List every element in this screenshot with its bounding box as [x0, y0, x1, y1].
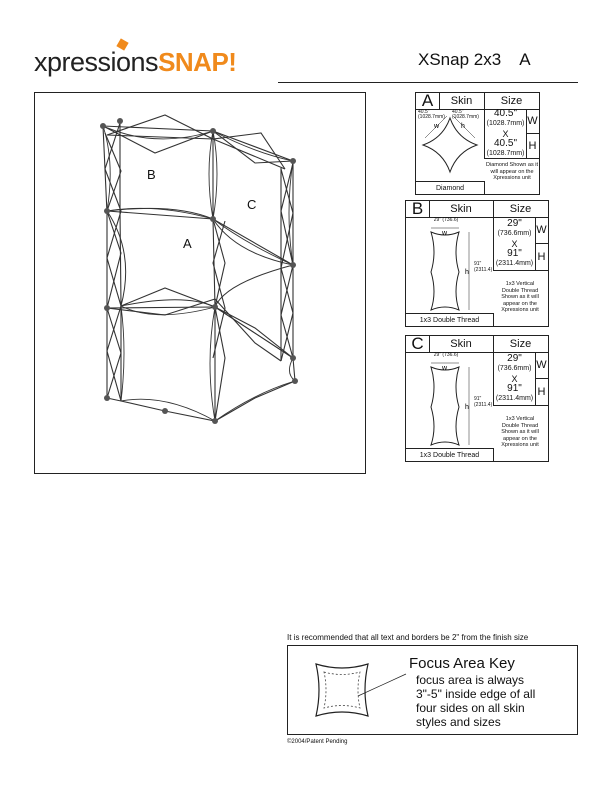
panel-a-caption: Diamond — [416, 181, 485, 194]
panel-c — [405, 335, 549, 462]
focus-line-1: focus area is always — [416, 673, 525, 687]
panel-b-note: 1x3 Vertical Double Thread Shown as it will appear on the Xpressions unit — [501, 281, 539, 313]
panel-c-note: 1x3 Vertical Double Thread Shown as it will appear on the Xpressions unit — [501, 416, 539, 448]
brand-logo — [34, 47, 236, 78]
focus-area-key-description — [416, 673, 535, 729]
panel-c-size-values — [493, 352, 536, 406]
model-name: XSnap 2x3 — [418, 50, 502, 69]
panel-b-sketch-h-dim: 91" (2311.4) — [474, 261, 493, 273]
panel-a-size-header: Size — [484, 93, 539, 110]
panel-c-sketch-w-dim: 29" (736.6) — [433, 352, 459, 358]
diagram-label-a: A — [183, 236, 192, 251]
panel-b-letter: B — [406, 201, 430, 218]
panel-c-height-mm: (2311.4mm) — [495, 394, 534, 402]
panel-c-x: X — [511, 373, 518, 384]
focus-area-sketch — [288, 646, 408, 732]
panel-b-skin-header: Skin — [429, 201, 494, 218]
model-letter: A — [519, 50, 531, 69]
diagram-label-b: B — [147, 167, 156, 182]
panel-b-width-mm: (736.6mm) — [497, 229, 532, 237]
panel-b — [405, 200, 549, 327]
panel-b-w-label: W — [535, 217, 548, 244]
panel-b-caption: 1x3 Double Thread — [406, 313, 494, 326]
panel-b-sketch-w: w — [442, 230, 448, 237]
panel-a-letter: A — [416, 93, 440, 110]
focus-line-2: 3"-5" inside edge of all — [416, 687, 536, 701]
panel-c-letter: C — [406, 336, 430, 353]
panel-a-sketch-w: w — [434, 123, 440, 130]
frame-diagram-box — [34, 92, 366, 474]
panel-a-size-values — [484, 109, 527, 159]
panel-b-sketch-w-dim: 29" (736.6) — [433, 217, 459, 223]
panel-c-size-header: Size — [493, 336, 548, 353]
panel-b-height-mm: (2311.4mm) — [495, 259, 534, 267]
panel-a-width-value: 40.5" — [493, 107, 517, 119]
panel-a-sketch-h: h — [461, 123, 465, 130]
panel-b-size-values — [493, 217, 536, 271]
panel-b-width-value: 29" — [507, 217, 522, 229]
panel-c-skin-header: Skin — [429, 336, 494, 353]
model-title — [418, 50, 531, 70]
panel-b-sketch-h: h — [465, 269, 469, 276]
panel-a-sketch — [417, 110, 483, 180]
panel-a-height-value: 40.5" — [493, 137, 517, 149]
panel-c-width-mm: (736.6mm) — [497, 364, 532, 372]
recommendation-text: It is recommended that all text and borders be 2" from the finish size — [287, 633, 529, 642]
header-divider — [278, 82, 578, 83]
panel-c-h-label: H — [535, 378, 548, 406]
panel-a-sketch-h-dim: 40.5" (1028.7mm) — [452, 109, 479, 120]
panel-c-sketch-w: w — [442, 365, 448, 372]
panel-a-height-mm: (1028.7mm) — [486, 149, 525, 157]
panel-c-height-value: 91" — [507, 382, 522, 394]
panel-b-size-header: Size — [493, 201, 548, 218]
panel-c-width-value: 29" — [507, 352, 522, 364]
diagram-label-c: C — [247, 197, 257, 212]
panel-b-x: X — [511, 238, 518, 249]
panel-a-sketch-w-dim: 40.5" (1028.7mm) — [418, 109, 445, 120]
panel-b-h-label: H — [535, 243, 548, 271]
logo-accent: SNAP! — [158, 47, 237, 77]
panel-a-note: Diamond Shown as it will appear on the Xpressions unit — [486, 162, 538, 181]
focus-line-3: four sides on all skin — [416, 701, 525, 715]
panel-a-w-label: W — [526, 109, 539, 134]
panel-a — [415, 92, 540, 195]
panel-a-h-label: H — [526, 133, 539, 159]
panel-c-caption: 1x3 Double Thread — [406, 448, 494, 461]
copyright: ©2004/Patent Pending — [287, 739, 348, 745]
panel-a-skin-header: Skin — [439, 93, 485, 110]
panel-c-w-label: W — [535, 352, 548, 379]
panel-b-height-value: 91" — [507, 247, 522, 259]
frame-diagram — [35, 93, 365, 473]
focus-area-key-title: Focus Area Key — [409, 655, 515, 672]
logo-text: xpressions — [34, 47, 159, 77]
panel-c-sketch-h: h — [465, 404, 469, 411]
panel-a-x: X — [502, 128, 509, 139]
focus-line-4: styles and sizes — [416, 715, 501, 729]
panel-a-width-mm: (1028.7mm) — [486, 119, 525, 127]
panel-c-sketch-h-dim: 91" (2311.4) — [474, 396, 493, 408]
